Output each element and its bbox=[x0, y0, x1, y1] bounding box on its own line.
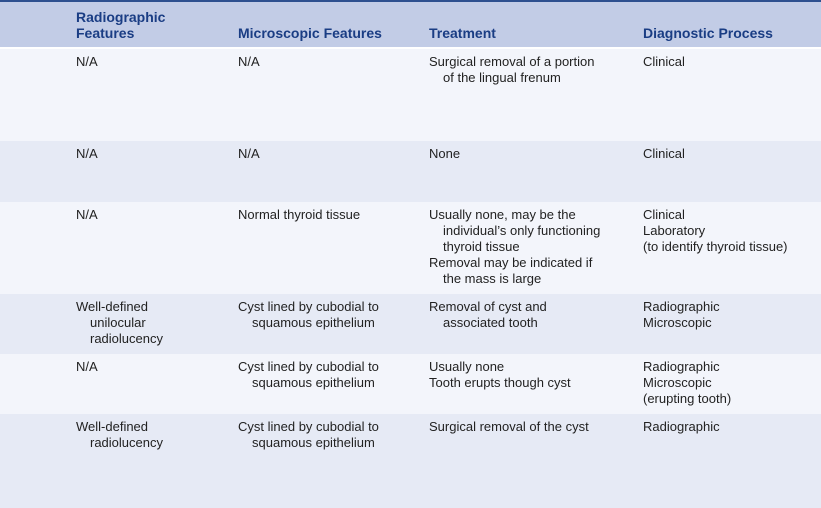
table-header bbox=[0, 2, 821, 47]
header-microscopic-features: Microscopic Features bbox=[238, 25, 382, 41]
cell-radiographic: Well-defined radiolucency bbox=[76, 419, 163, 450]
table-row bbox=[0, 294, 821, 354]
cell-treatment: Removal of cyst and associated tooth bbox=[429, 299, 547, 330]
table-row bbox=[0, 414, 821, 508]
cell-diagnostic: Radiographic Microscopic (erupting tooth) bbox=[643, 359, 732, 406]
cell-microscopic: Cyst lined by cubodial to squamous epithelium bbox=[238, 299, 379, 330]
table-row bbox=[0, 202, 821, 294]
cell-radiographic: N/A bbox=[76, 359, 98, 374]
cell-treatment: Surgical removal of the cyst bbox=[429, 419, 589, 434]
cell-diagnostic: Clinical bbox=[643, 54, 685, 69]
cell-diagnostic: Clinical Laboratory (to identify thyroid tissue) bbox=[643, 207, 788, 254]
table-row bbox=[0, 49, 821, 141]
cell-microscopic: N/A bbox=[238, 146, 260, 161]
header-treatment: Treatment bbox=[429, 25, 496, 41]
cell-treatment: None bbox=[429, 146, 461, 161]
cell-diagnostic: Clinical bbox=[643, 146, 685, 161]
cell-treatment: Usually none Tooth erupts though cyst bbox=[429, 359, 571, 390]
cell-microscopic: Cyst lined by cubodial to squamous epithelium bbox=[238, 359, 379, 390]
cell-microscopic: Cyst lined by cubodial to squamous epithelium bbox=[238, 419, 379, 450]
cell-microscopic: Normal thyroid tissue bbox=[238, 207, 361, 222]
cell-radiographic: N/A bbox=[76, 54, 98, 69]
table-row bbox=[0, 141, 821, 202]
cell-microscopic: N/A bbox=[238, 54, 260, 69]
cell-treatment: Usually none, may be the individual’s only functioning thyroid tissue Removal may be indicated if the mass is large bbox=[429, 207, 601, 286]
cell-radiographic: Well-defined unilocular radiolucency bbox=[76, 299, 163, 346]
header-diagnostic-process: Diagnostic Process bbox=[643, 25, 773, 41]
cell-radiographic: N/A bbox=[76, 207, 98, 222]
cell-radiographic: N/A bbox=[76, 146, 98, 161]
cell-treatment: Surgical removal of a portion of the lingual frenum bbox=[429, 54, 595, 85]
table-row bbox=[0, 354, 821, 414]
cell-diagnostic: Radiographic Microscopic bbox=[643, 299, 720, 330]
cell-diagnostic: Radiographic bbox=[643, 419, 720, 434]
header-radiographic-features: Radiographic Features bbox=[76, 9, 166, 41]
